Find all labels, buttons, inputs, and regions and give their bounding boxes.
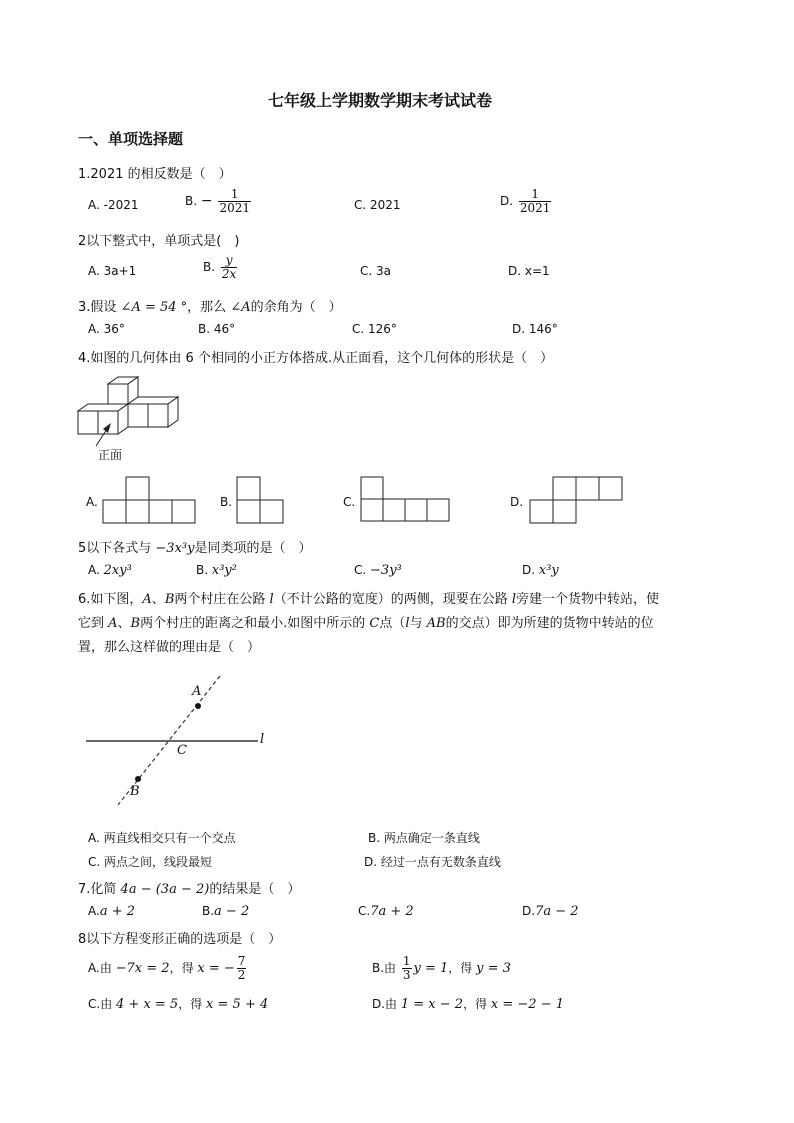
q8-a-fraction <box>237 955 247 982</box>
q8-c-prefix: C.由 <box>88 997 117 1011</box>
q6-point-c: C <box>369 616 380 631</box>
q6-road-l: l <box>269 592 274 607</box>
q6-option-a: A. 两直线相交只有一个交点 <box>88 831 236 845</box>
q3-stem-b: ，那么 <box>187 300 231 315</box>
q8-c-res: x = 5 + 4 <box>206 997 269 1012</box>
q7-option-c <box>358 904 414 919</box>
q8-d-eq: 1 = x − 2 <box>400 997 464 1012</box>
section-heading: 一、单项选择题 <box>78 130 184 148</box>
page-title: 七年级上学期数学期末考试试卷 <box>268 91 493 110</box>
q8-a-eq: −7x = 2 <box>115 961 170 976</box>
q2-b-den: 2x <box>221 267 237 281</box>
q4-option-a-label: A. <box>86 495 98 509</box>
q5-a-expr: 2xy³ <box>103 563 132 578</box>
q5-d-expr: x³y <box>538 563 559 578</box>
q7-c-prefix: C. <box>358 904 371 918</box>
q6-village-b: B <box>164 592 175 607</box>
q7-option-a <box>88 904 135 919</box>
q3-stem-c: 的余角为（ ） <box>250 300 342 315</box>
q7-stem-a: 7.化简 <box>78 882 121 897</box>
q8-option-b <box>372 955 511 982</box>
q4-option-c-label: C. <box>343 495 356 509</box>
q8-a-mid: ，得 <box>169 961 198 975</box>
q6-segment-ab: AB <box>426 616 446 631</box>
q1-b-num: 1 <box>230 187 239 201</box>
q6-l1-a: 6.如下图， <box>78 592 143 607</box>
q6-l2-d: 与 <box>409 616 427 631</box>
q5-c-prefix: C. <box>354 563 367 577</box>
q7-stem-b: 的结果是（ ） <box>209 882 301 897</box>
q6-village-a: A <box>142 592 152 607</box>
q2-stem: 2以下整式中，单项式是( ) <box>78 234 240 249</box>
q2-b-num: y <box>225 253 233 267</box>
q1-d-den: 2021 <box>519 201 551 215</box>
q8-b-res: y = 3 <box>476 961 511 976</box>
q8-a-prefix: A.由 <box>88 961 116 975</box>
q2-option-a: A. 3a+1 <box>88 264 137 278</box>
q7-a-expr: a + 2 <box>99 904 135 919</box>
q8-b-fraction <box>402 955 412 982</box>
q8-a-res: x = − <box>197 961 235 976</box>
q1-option-a: A. -2021 <box>88 198 139 212</box>
q2-option-d: D. x=1 <box>508 264 550 278</box>
q1-d-num: 1 <box>531 187 539 201</box>
q1-stem: 1.2021 的相反数是（ ） <box>78 167 232 182</box>
q7-a-prefix: A. <box>88 904 100 918</box>
q6-road-l-3: l <box>405 616 410 631</box>
q6-fig-label-b: B <box>130 784 140 799</box>
q8-b-den: 3 <box>402 968 411 982</box>
q6-l1-b: 两个村庄在公路 <box>174 592 270 607</box>
q6-l1-c: （不计公路的宽度）的两侧，现要在公路 <box>273 592 512 607</box>
q8-b-eq: y = 1 <box>413 961 449 976</box>
q6-option-c: C. 两点之间，线段最短 <box>88 855 213 869</box>
q8-b-mid: ，得 <box>448 961 477 975</box>
q3-option-c: C. 126° <box>352 322 397 336</box>
q6-fig-label-a: A <box>192 684 202 699</box>
q7-option-b <box>202 904 249 919</box>
q4-stem: 4.如图的几何体由 6 个相同的小正方体搭成.从正面看，这个几何体的形状是（ ） <box>78 351 554 366</box>
q8-d-res: x = −2 − 1 <box>490 997 564 1012</box>
q8-option-c <box>88 995 268 1012</box>
q6-l2-e: 的交点）即为所建的货物中转站的位 <box>445 616 654 631</box>
q7-b-expr: a − 2 <box>214 904 250 919</box>
q7-b-prefix: B. <box>202 904 215 918</box>
q1-b-prefix: B. <box>185 194 198 208</box>
q6-l2-b: 两个村庄的距离之和最小.如图中所示的 <box>140 616 370 631</box>
q6-sep-2: 、 <box>117 616 131 631</box>
q5-b-prefix: B. <box>196 563 209 577</box>
q8-a-num: 7 <box>237 954 246 968</box>
q5-b-expr: x³y² <box>211 563 237 578</box>
q6-l2-a: 它到 <box>78 616 109 631</box>
q1-b-sign: − <box>200 193 213 209</box>
q6-l1-d: 旁建一个货物中转站，使 <box>516 592 660 607</box>
q3-option-d: D. 146° <box>512 322 558 336</box>
q8-a-den: 2 <box>237 968 246 982</box>
q3-option-b: B. 46° <box>198 322 236 336</box>
q5-expr: −3x³y <box>155 541 195 556</box>
q7-d-expr: 7a − 2 <box>535 904 579 919</box>
q6-l2-c: 点（ <box>379 616 406 631</box>
q8-b-prefix: B.由 <box>372 961 400 975</box>
q5-c-expr: −3y³ <box>370 563 402 578</box>
q8-c-eq: 4 + x = 5 <box>116 997 179 1012</box>
q6-village-a-2: A <box>108 616 118 631</box>
q6-village-b-2: B <box>130 616 141 631</box>
q2-b-prefix: B. <box>203 260 216 274</box>
q3-stem-a: 3.假设 <box>78 300 121 315</box>
q4-option-b-label: B. <box>220 495 233 509</box>
q6-sep: 、 <box>151 592 165 607</box>
q7-stem <box>78 878 300 897</box>
q1-d-prefix: D. <box>500 194 514 208</box>
q6-option-d: D. 经过一点有无数条直线 <box>364 855 501 869</box>
point-b <box>135 776 141 782</box>
q8-c-mid: ，得 <box>178 997 207 1011</box>
q3-angle-expr: ∠A = 54 ° <box>120 300 188 315</box>
q5-stem-a: 5以下各式与 <box>78 541 156 556</box>
q1-option-c: C. 2021 <box>354 198 401 212</box>
q2-option-c: C. 3a <box>360 264 391 278</box>
q7-expr: 4a − (3a − 2) <box>120 882 210 897</box>
q4-option-d-label: D. <box>510 495 524 509</box>
q7-c-expr: 7a + 2 <box>370 904 414 919</box>
q6-fig-label-l: l <box>260 732 265 747</box>
q8-d-prefix: D.由 <box>372 997 401 1011</box>
q6-fig-label-c: C <box>177 743 187 758</box>
q5-stem-b: 是同类项的是（ ） <box>194 541 312 556</box>
q8-stem: 8以下方程变形正确的选项是（ ） <box>78 932 282 947</box>
q7-d-prefix: D. <box>522 904 536 918</box>
q8-b-num: 1 <box>402 954 411 968</box>
q4-front-label: 正面 <box>98 448 123 462</box>
q3-option-a: A. 36° <box>88 322 125 336</box>
q6-option-b: B. 两点确定一条直线 <box>368 831 480 845</box>
q6-road-l-2: l <box>511 592 516 607</box>
q8-d-mid: ，得 <box>463 997 491 1011</box>
q1-b-den: 2021 <box>219 201 250 215</box>
q5-d-prefix: D. <box>522 563 536 577</box>
q6-line-3: 置，那么这样做的理由是（ ） <box>78 640 261 655</box>
q7-option-d <box>522 904 579 919</box>
point-a <box>195 703 201 709</box>
q8-option-a <box>88 955 248 982</box>
q5-a-prefix: A. <box>88 563 100 577</box>
q3-angle-a: ∠A <box>230 300 251 315</box>
q8-option-d <box>372 995 564 1012</box>
